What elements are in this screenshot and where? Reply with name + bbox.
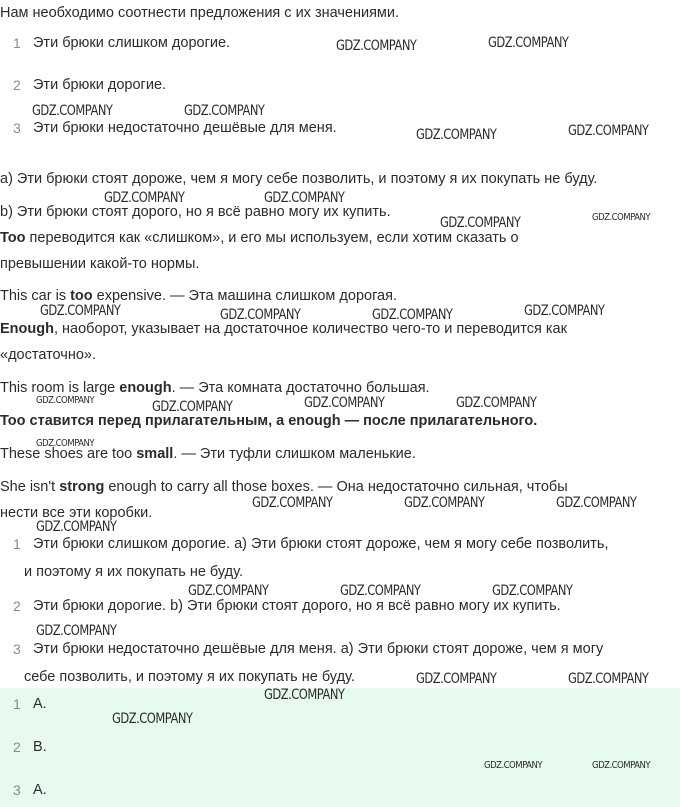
watermark: GDZ.COMPANY: [568, 671, 649, 687]
watermark: GDZ.COMPANY: [152, 399, 233, 415]
match-number: 1: [13, 536, 21, 552]
answer-value: A.: [33, 696, 47, 712]
watermark: GDZ.COMPANY: [188, 583, 269, 599]
watermark: GDZ.COMPANY: [264, 687, 345, 703]
watermark: GDZ.COMPANY: [524, 303, 605, 319]
watermark: GDZ.COMPANY: [492, 583, 573, 599]
task-text: Нам необходимо соотнести предложения с их значениями.: [0, 5, 400, 21]
answer-value: A.: [33, 782, 47, 798]
match-text: Эти брюки дорогие. b) Эти брюки стоят дорого, но я всё равно могу их купить.: [33, 598, 561, 614]
watermark: GDZ.COMPANY: [220, 307, 301, 323]
example-boxes: She isn't strong enough to carry all those boxes. — Она недостаточно сильная, чтобы: [0, 479, 568, 495]
too-explanation-cont: превышении какой-то нормы.: [0, 256, 200, 272]
watermark: GDZ.COMPANY: [416, 127, 497, 143]
sentence-number: 1: [13, 35, 21, 51]
enough-explanation: Enough, наоборот, указывает на достаточное количество чего-то и переводится как: [0, 321, 567, 337]
match-number: 2: [13, 598, 21, 614]
watermark: GDZ.COMPANY: [592, 212, 651, 223]
watermark: GDZ.COMPANY: [440, 215, 521, 231]
watermark: GDZ.COMPANY: [104, 190, 185, 206]
watermark: GDZ.COMPANY: [252, 495, 333, 511]
watermark: GDZ.COMPANY: [340, 583, 421, 599]
watermark: GDZ.COMPANY: [488, 35, 569, 51]
watermark: GDZ.COMPANY: [36, 623, 117, 639]
answer-number: 3: [13, 782, 21, 798]
watermark: GDZ.COMPANY: [416, 671, 497, 687]
watermark: GDZ.COMPANY: [556, 495, 637, 511]
watermark: GDZ.COMPANY: [40, 303, 121, 319]
too-explanation: Too переводится как «слишком», и его мы используем, если хотим сказать о: [0, 230, 519, 246]
watermark: GDZ.COMPANY: [36, 519, 117, 535]
watermark: GDZ.COMPANY: [336, 38, 417, 54]
watermark: GDZ.COMPANY: [404, 495, 485, 511]
match-number: 3: [13, 641, 21, 657]
sentence-text: Эти брюки слишком дорогие.: [33, 35, 231, 51]
watermark: GDZ.COMPANY: [36, 438, 95, 449]
sentence-text: Эти брюки дорогие.: [33, 77, 167, 93]
watermark: GDZ.COMPANY: [456, 395, 537, 411]
answer-number: 2: [13, 739, 21, 755]
watermark: GDZ.COMPANY: [592, 760, 651, 771]
watermark: GDZ.COMPANY: [372, 307, 453, 323]
meaning-b: b) Эти брюки стоят дорого, но я всё равно могу их купить.: [0, 204, 391, 220]
sentence-number: 2: [13, 77, 21, 93]
match-text-cont: и поэтому я их покупать не буду.: [24, 564, 243, 580]
answer-number: 1: [13, 696, 21, 712]
meaning-a: a) Эти брюки стоят дороже, чем я могу себе позволить, и поэтому я их покупать не буду.: [0, 171, 598, 187]
watermark: GDZ.COMPANY: [112, 711, 193, 727]
answer-value: B.: [33, 739, 47, 755]
sentence-text: Эти брюки недостаточно дешёвые для меня.: [33, 120, 337, 136]
match-text-cont: себе позволить, и поэтому я их покупать не буду.: [24, 669, 355, 685]
enough-explanation-cont: «достаточно».: [0, 347, 97, 363]
watermark: GDZ.COMPANY: [184, 103, 265, 119]
watermark: GDZ.COMPANY: [568, 123, 649, 139]
example-car: This car is too expensive. — Эта машина слишком дорогая.: [0, 288, 397, 304]
example-shoes: These shoes are too small. — Эти туфли слишком маленькие.: [0, 446, 416, 462]
watermark: GDZ.COMPANY: [484, 760, 543, 771]
answer-panel: [0, 688, 680, 807]
sentence-number: 3: [13, 120, 21, 136]
match-text: Эти брюки недостаточно дешёвые для меня. a) Эти брюки стоят дороже, чем я могу: [33, 641, 604, 657]
example-room: This room is large enough. — Эта комната достаточно большая.: [0, 380, 430, 396]
example-boxes-cont: нести все эти коробки.: [0, 505, 153, 521]
watermark: GDZ.COMPANY: [264, 190, 345, 206]
watermark: GDZ.COMPANY: [36, 395, 95, 406]
rule-text: Too ставится перед прилагательным, а enough — после прилагательного.: [0, 413, 538, 429]
watermark: GDZ.COMPANY: [304, 395, 385, 411]
watermark: GDZ.COMPANY: [32, 103, 113, 119]
match-text: Эти брюки слишком дорогие. a) Эти брюки стоят дороже, чем я могу себе позволить,: [33, 536, 609, 552]
